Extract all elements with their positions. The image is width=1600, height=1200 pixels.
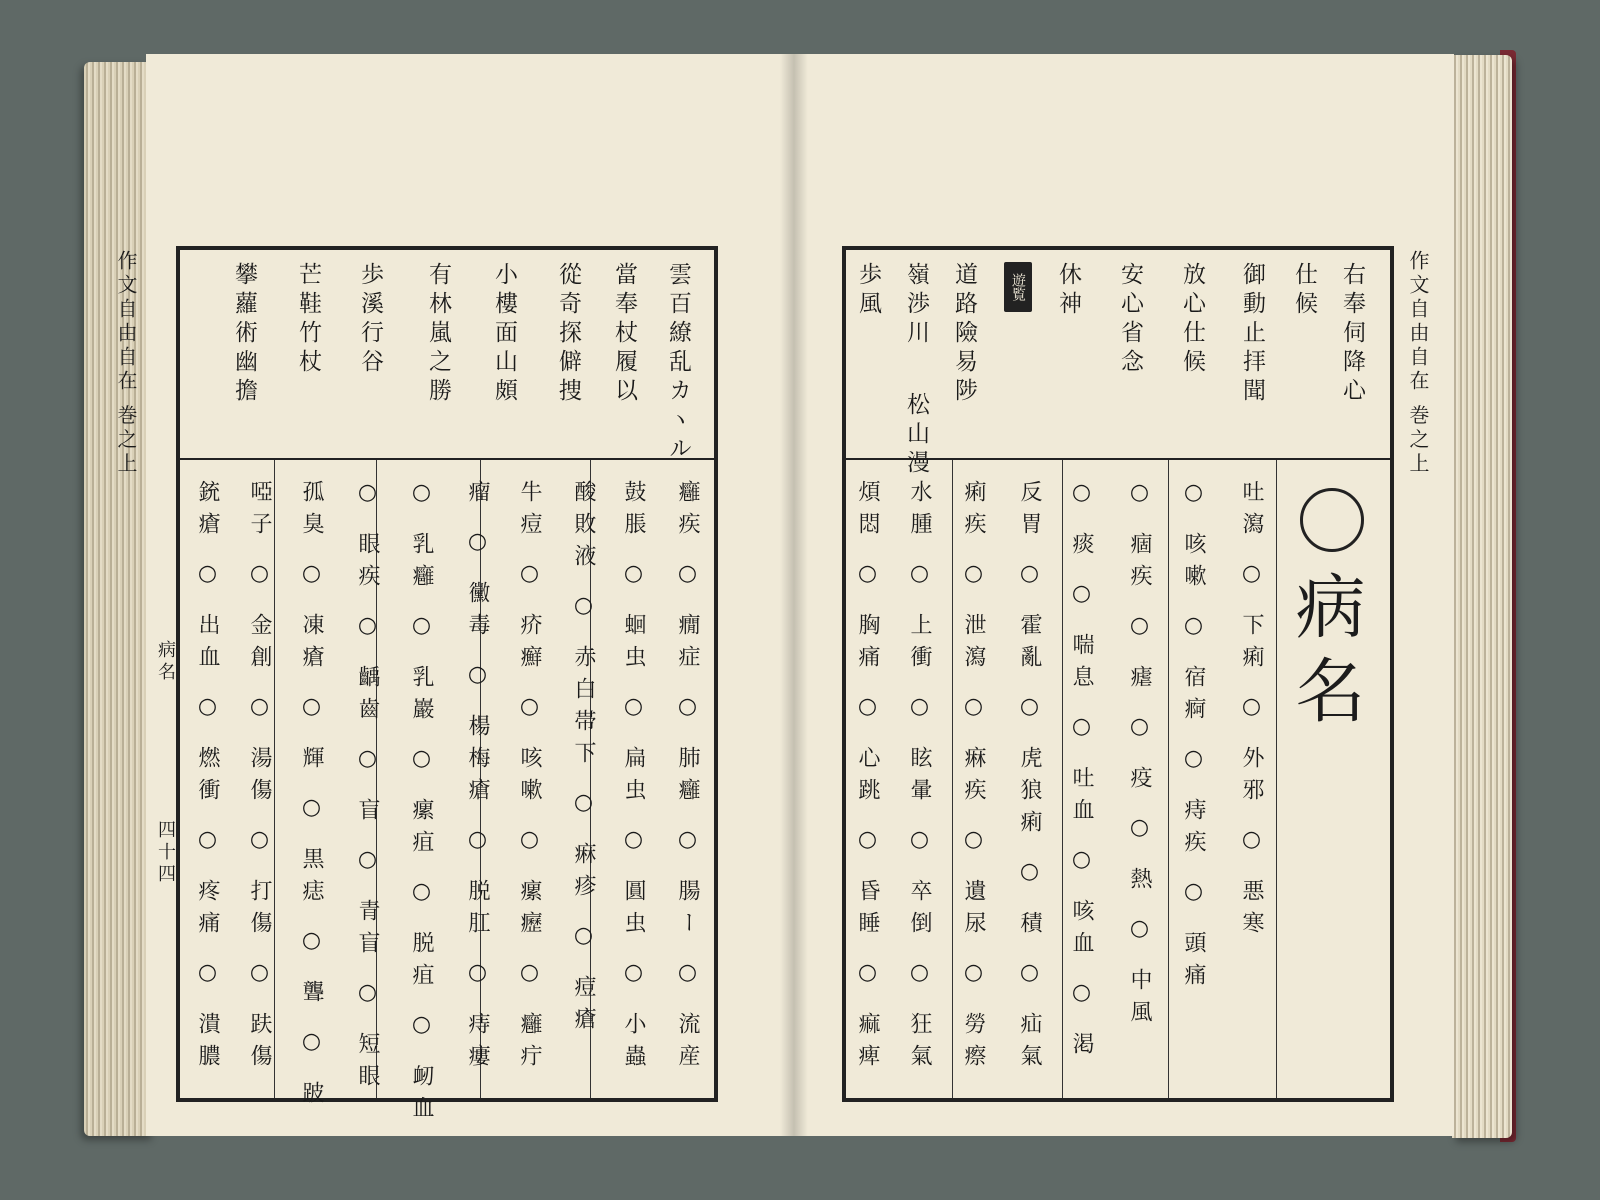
left-upper-col-6: 歩溪行谷: [357, 262, 383, 378]
heading-title: 病名: [1284, 570, 1366, 738]
right-lower-col-4: ○ 痰 ○ 喘息 ○ 吐血 ○ 咳血 ○ 渇: [1069, 480, 1094, 1064]
left-upper-col-2: 當奉杖履以: [611, 262, 637, 407]
left-upper-col-5: 有林嵐之勝: [425, 262, 451, 407]
left-divider: [180, 458, 714, 460]
left-lower-col-1: 癰疾 ○ 癇症 ○ 肺癰 ○ 腸ー ○ 流産: [675, 480, 700, 1076]
left-upper-col-3: 從奇探僻捜: [555, 262, 581, 407]
right-upper-col-1: 右奉伺降心: [1339, 262, 1365, 407]
right-lower-col-8: 煩悶 ○ 胸痛 ○ 心跳 ○ 昏睡 ○ 痲痺: [855, 480, 880, 1076]
right-lower-col-7: 水腫 ○ 上衝 ○ 眩暈 ○ 卒倒 ○ 狂氣: [907, 480, 932, 1076]
right-upper-col-6: 休神: [1055, 262, 1081, 320]
left-page-number: 四十四: [155, 820, 176, 886]
right-upper-col-9: 松山漫: [903, 392, 929, 479]
right-lower-col-6: 痢疾 ○ 泄瀉 ○ 痳疾 ○ 遺尿 ○ 勞瘵: [961, 480, 986, 1076]
section-badge: 遊覧: [1004, 262, 1032, 312]
right-page-stack: [1452, 55, 1512, 1138]
left-lower-col-2: 鼓脹 ○ 蛔虫 ○ 扁虫 ○ 圓虫 ○ 小蟲: [621, 480, 646, 1076]
left-margin-title: 作文自由自在 巻之上: [114, 250, 138, 477]
right-upper-col-10: 歩風: [855, 262, 881, 320]
book-gutter: [780, 54, 808, 1136]
left-lower-col-5: 瘤 ○ 黴毒 ○ 楊梅瘡 ○ 脱肛 ○ 痔瘻: [465, 480, 490, 1076]
left-lower-col-4: 牛痘 ○ 疥癬 ○ 咳嗽 ○ 瘰癧 ○ 癰疔: [517, 480, 542, 1076]
right-lower-col-5: 反胃 ○ 霍亂 ○ 虎狼痢 ○ 積 ○ 疝氣: [1017, 480, 1042, 1076]
right-upper-col-4: 放心仕候: [1179, 262, 1205, 378]
right-margin-title: 作文自由自在 巻之上: [1406, 250, 1430, 477]
left-lower-col-10: 銃瘡 ○ 出血 ○ 燃衝 ○ 疼痛 ○ 潰膿: [195, 480, 220, 1076]
left-lower-col-9: 啞子 ○ 金創 ○ 湯傷 ○ 打傷 ○ 趺傷: [247, 480, 272, 1076]
right-upper-col-2: 仕候: [1291, 262, 1317, 320]
right-upper-col-3: 御動止拝聞: [1239, 262, 1265, 407]
right-lower-col-1: 吐瀉 ○ 下痢 ○ 外邪 ○ 悪寒: [1239, 480, 1264, 943]
left-lower-col-3: 酸敗液 ○ 赤白帯下 ○ 痳疹 ○ 痘瘡: [571, 480, 596, 1039]
left-page-stack: [84, 62, 154, 1136]
right-lower-col-3: ○ 痼疾 ○ 瘧 ○ 疫 ○ 熱 ○ 中風: [1127, 480, 1152, 1032]
right-upper-col-5: 安心省念: [1117, 262, 1143, 378]
left-upper-col-7: 芒鞋竹杖: [295, 262, 321, 378]
left-lower-col-8: 孤臭 ○ 凍瘡 ○ 輝 ○ 黒痣 ○ 聾 ○ 跛: [299, 480, 324, 1113]
heading-circle: [1300, 488, 1364, 552]
right-lower-col-2: ○ 咳嗽 ○ 宿痾 ○ 痔疾 ○ 頭痛: [1181, 480, 1206, 995]
left-lower-col-6: ○ 乳癰 ○ 乳巖 ○ 瘰疽 ○ 脱疽 ○ 衂血: [409, 480, 434, 1128]
left-section-label: 病名: [155, 640, 176, 684]
right-upper-col-7: 道路險易陟: [951, 262, 977, 407]
left-upper-col-8: 攀蘿術幽擔: [231, 262, 257, 407]
left-lower-col-7: ○ 眼疾 ○ 齲齒 ○ 盲 ○ 青盲 ○ 短眼: [355, 480, 380, 1096]
right-upper-col-8: 嶺渉川: [903, 262, 929, 349]
left-upper-col-4: 小樓面山頗: [491, 262, 517, 407]
left-upper-col-1: 雲百繚乱カヽル: [665, 262, 691, 465]
